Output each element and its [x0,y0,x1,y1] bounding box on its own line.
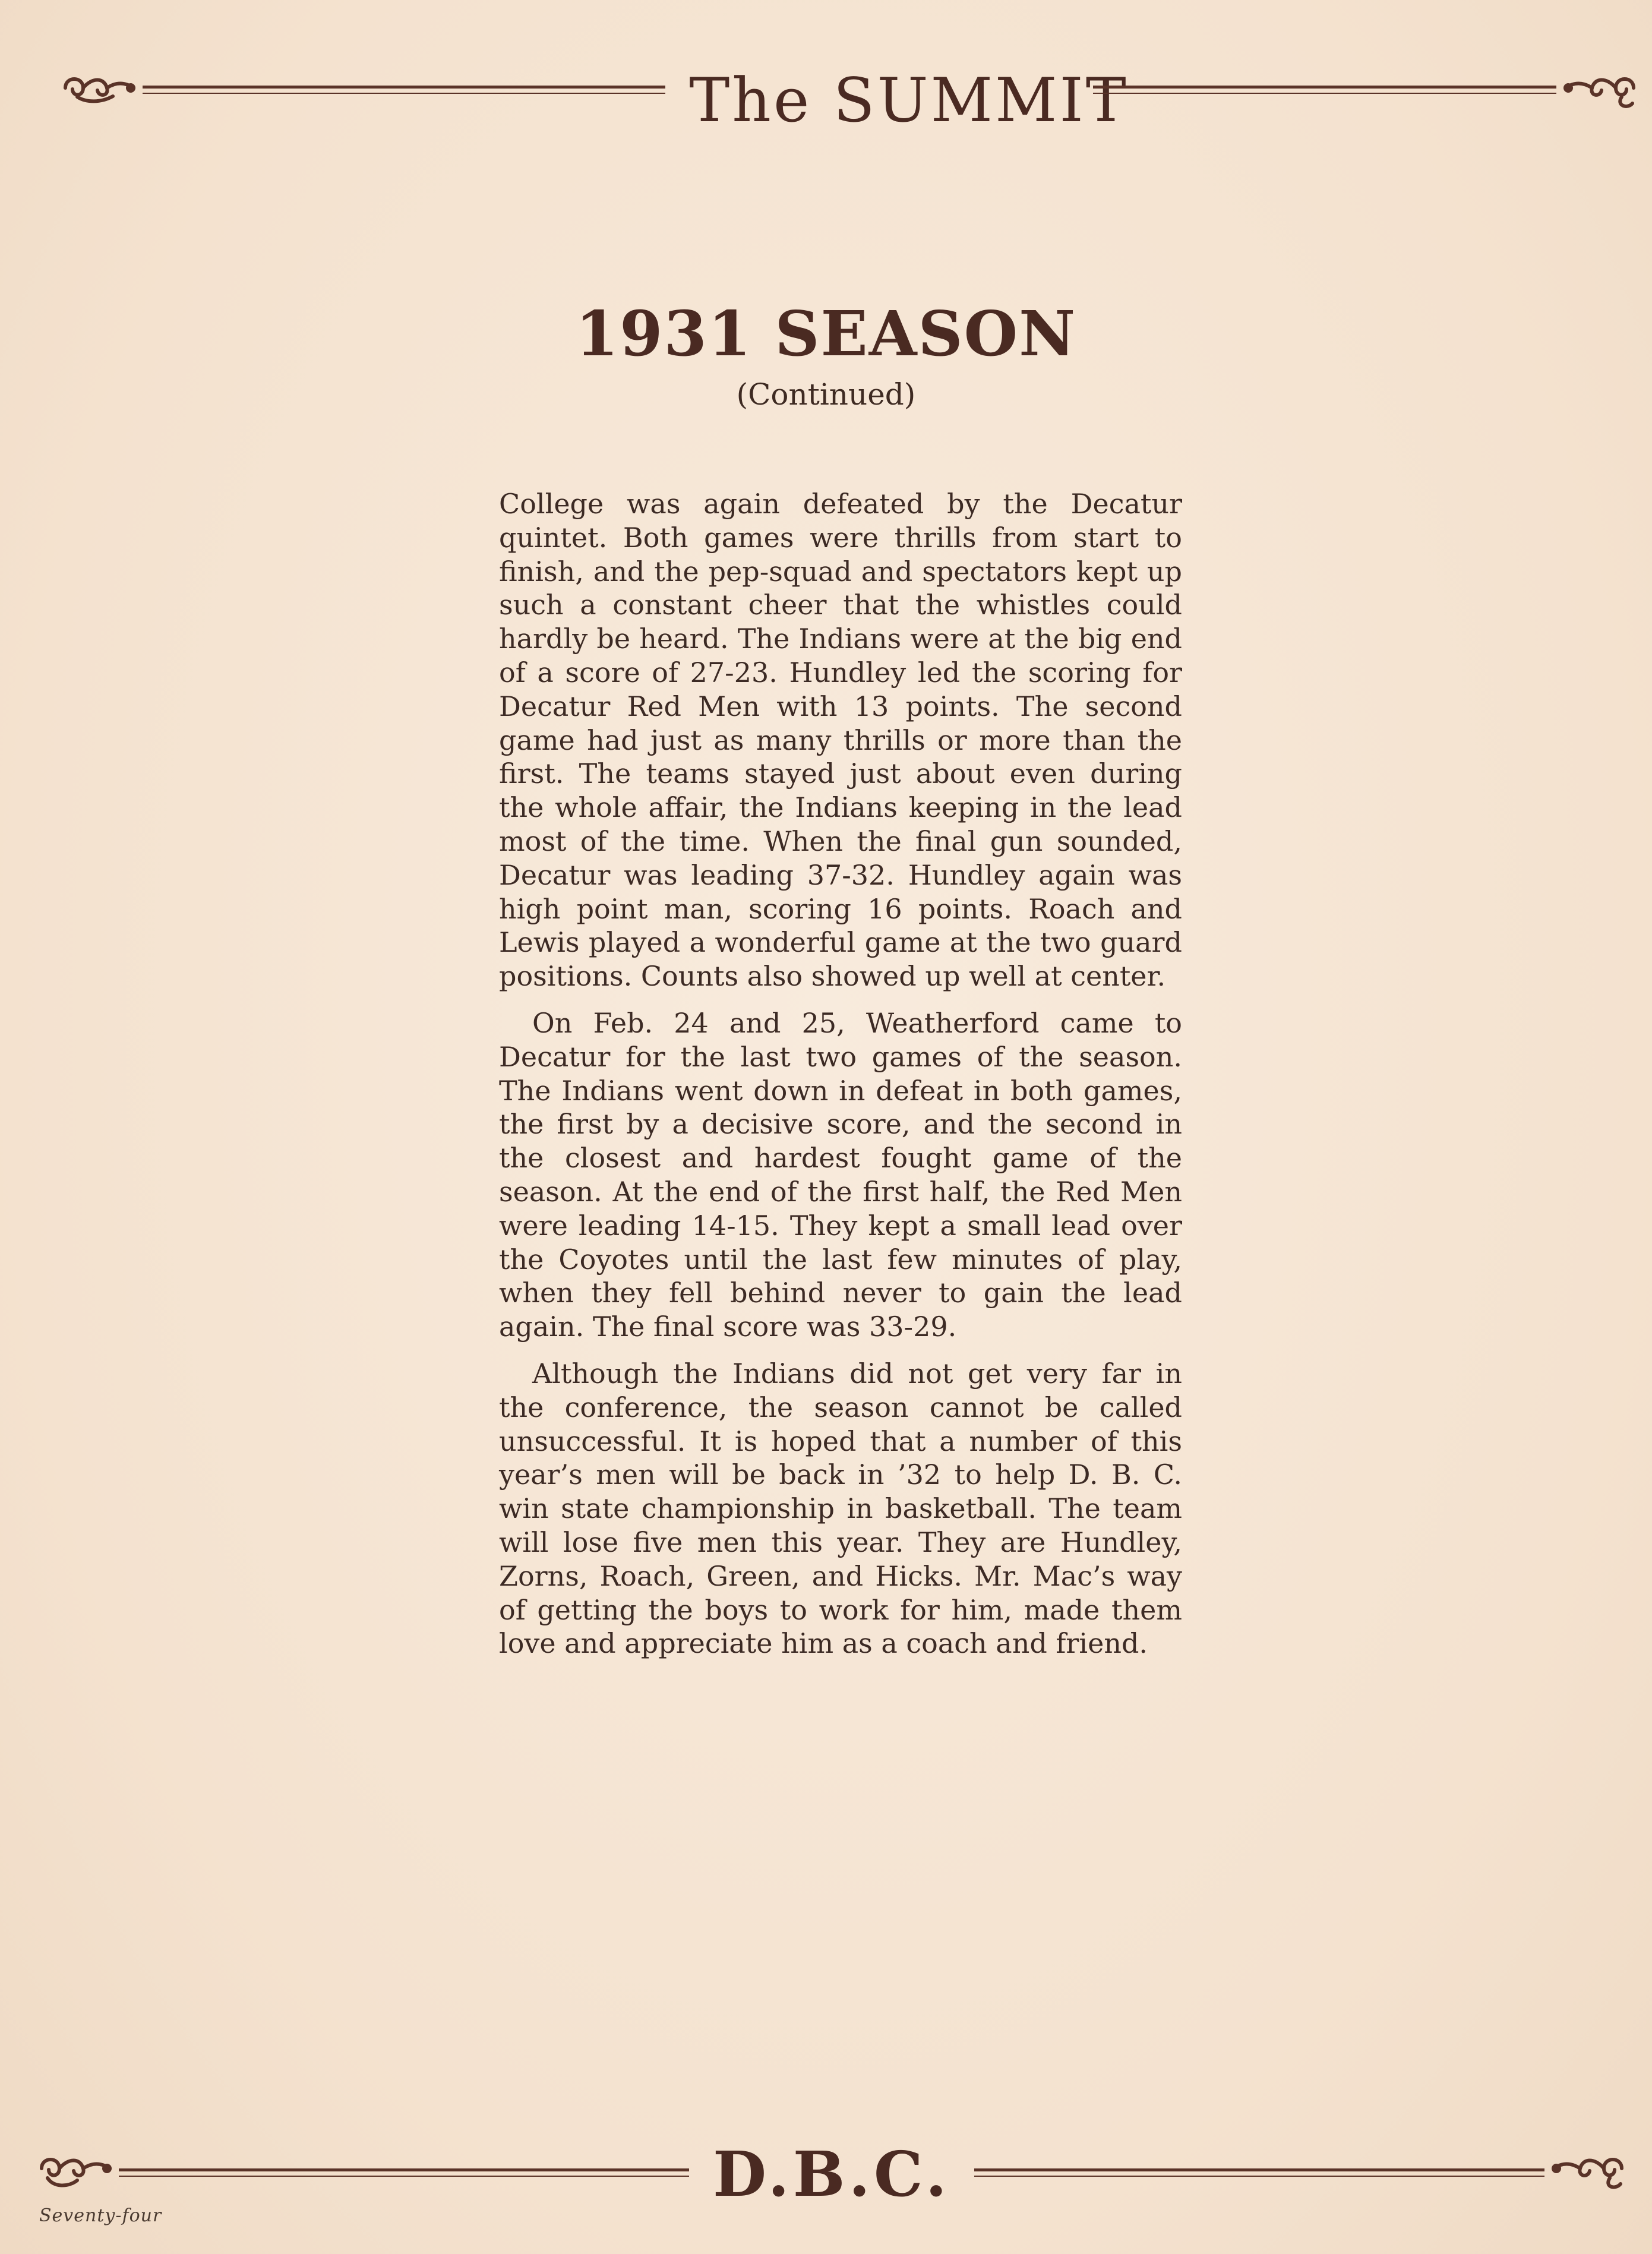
header-rule-left [143,86,665,89]
header-rule-left-thin [143,93,665,94]
paragraph-1: College was again defeated by the Decatur quintet. Both games were thrills from start to finish, and the pep-squad and spectators kept up such a constant cheer that the whistles could hardly be heard. The Indians were at the big end of a score of 27-23. Hundley led the scoring for Decatur Red Men with 13 points. The second game had just as many thrills or more than the first. The teams stayed just about even during the whole affair, the Indians keeping in the lead most of the time. When the final gun sounded, Decatur was leading 37-32. Hundley again was high point man, scoring 16 points. Roach and Lewis played a wonderful game at the two guard positions. Counts also showed up well at center. [499,488,1182,993]
right-scroll-ornament-icon [1556,70,1640,112]
page-footer [36,2133,1634,2216]
page-number: Seventy-four [39,2205,162,2226]
footer-right-scroll-ornament-icon [1544,2151,1628,2192]
header-rule-right-thin [1093,93,1556,94]
footer-rule-left [119,2168,689,2171]
article-title: 1931 SEASON [575,297,1077,370]
article-body [499,487,1182,1674]
footer-title: D.B.C. [713,2138,950,2211]
left-scroll-ornament-icon [59,70,143,106]
header-title: The SUMMIT [689,65,1129,136]
article-subtitle: (Continued) [736,377,916,412]
footer-left-scroll-ornament-icon [36,2151,119,2192]
footer-rule-right [974,2168,1544,2171]
page-header [59,53,1640,137]
paragraph-2: On Feb. 24 and 25, Weatherford came to Decatur for the last two games of the season. The Indians went down in defeat in both games, the first by a decisive score, and the second in the closest and hardest fought game of the season. At the end of the first half, the Red Men were leading 14-15. They kept a small lead over the Coyotes until the last few minutes of play, when they fell behind never to gain the lead again. The final score was 33-29. [499,1006,1182,1343]
paragraph-3: Although the Indians did not get very far in the conference, the season cannot be called unsuccessful. It is hoped that a number of this year’s men will be back in ’32 to help D. B. C. win state championship in basketball. The team will lose five men this year. They are Hundley, Zorns, Roach, Green, and Hicks. Mr. Mac’s way of getting the boys to work for him, made them love and appreciate him as a coach and friend. [499,1357,1182,1660]
footer-rule-right-thin [974,2176,1544,2177]
footer-rule-left-thin [119,2176,689,2177]
header-rule-right [1093,86,1556,89]
